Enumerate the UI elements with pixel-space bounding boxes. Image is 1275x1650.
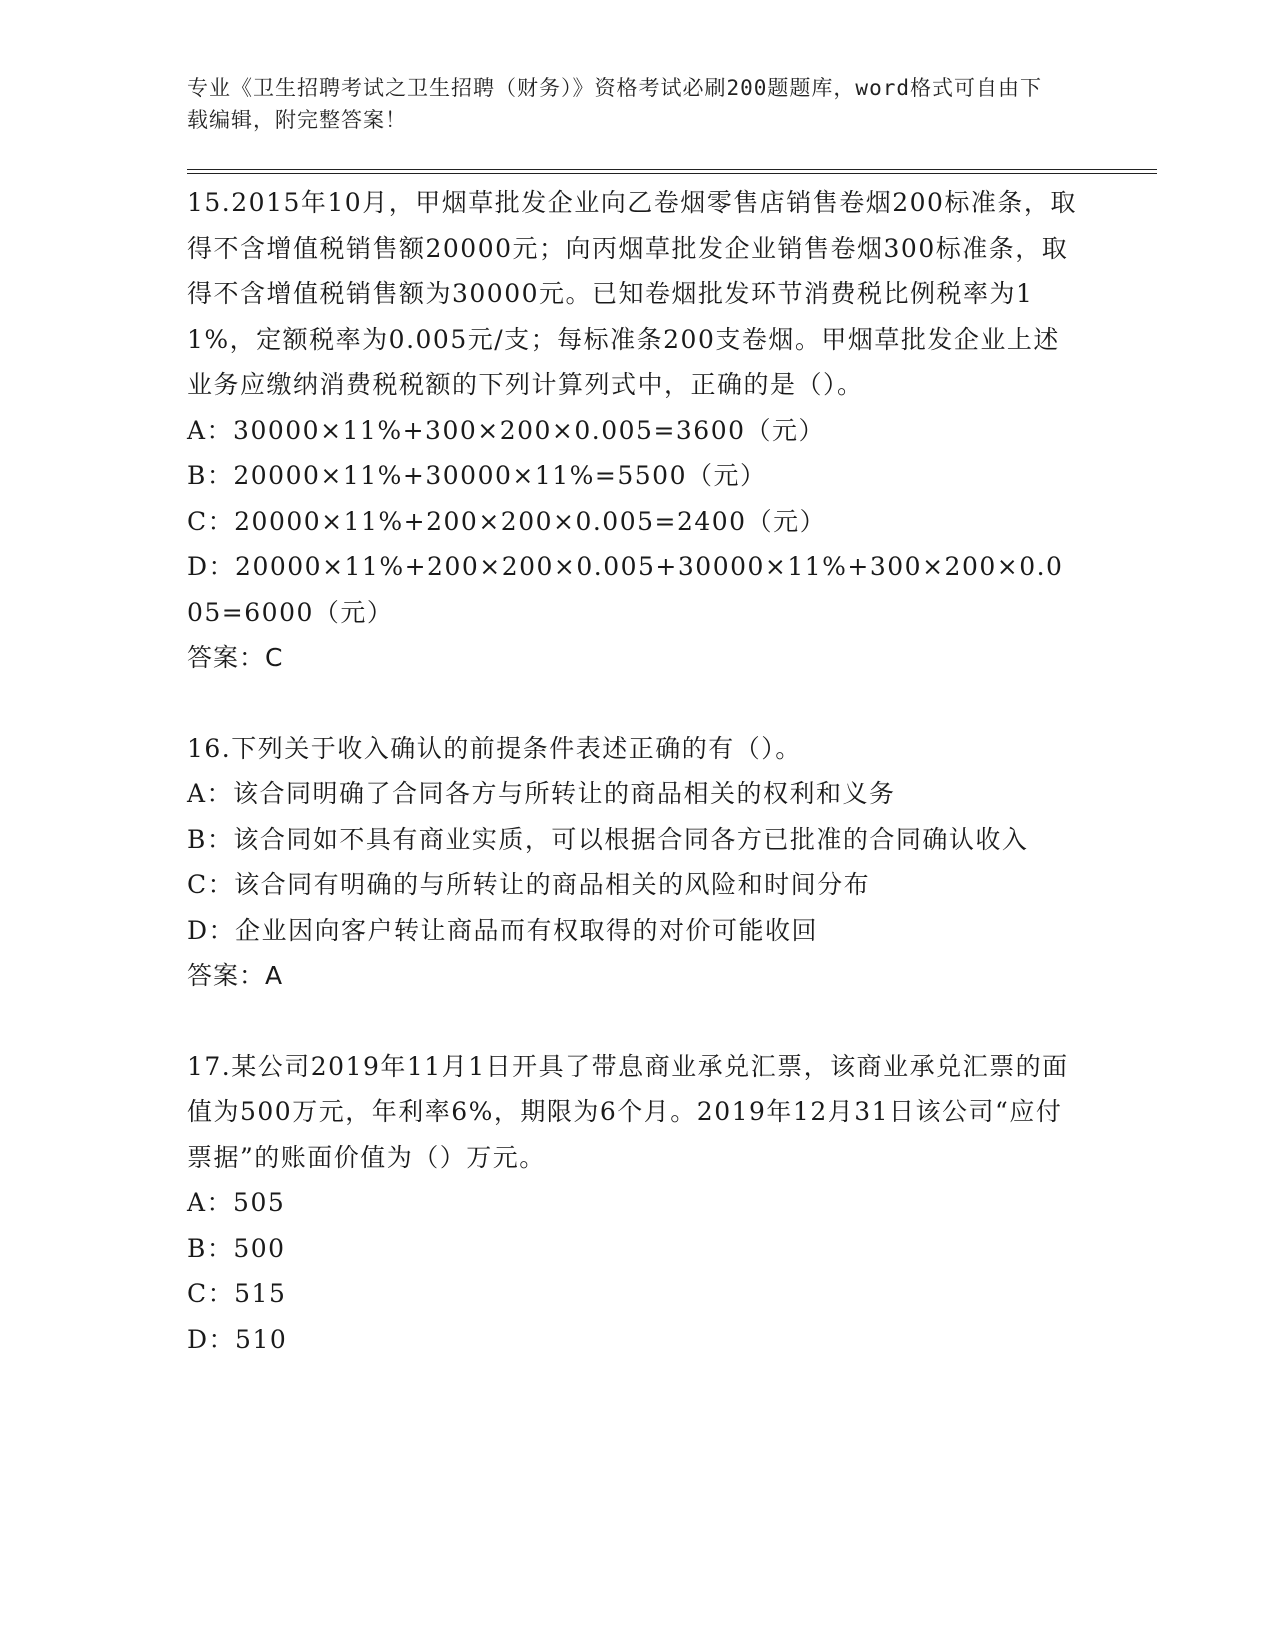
document-header: 专业《卫生招聘考试之卫生招聘（财务）》资格考试必刷200题题库，word格式可自由下载编辑，附完整答案！ [187,76,1042,132]
answer-line: 答案：A [187,961,284,990]
option-b: B：500 [187,1233,286,1263]
option-c: C：该合同有明确的与所转让的商品相关的风险和时间分布 [187,870,871,899]
header-divider [187,169,1157,174]
answer-line: 答案：C [187,643,284,672]
question-gap [187,999,1157,1044]
question-list [187,180,1157,1362]
question-gap [187,681,1157,726]
document-page [187,72,1157,1362]
option-a: A：505 [187,1188,286,1217]
option-a: A：30000×11%+300×200×0.005=3600（元） [187,415,826,445]
option-d: D：企业因向客户转让商品而有权取得的对价可能收回 [187,915,819,945]
question-stem: 17.某公司2019年11月1日开具了带息商业承兑汇票，该商业承兑汇票的面值为500万元，年利率6%，期限为6个月。2019年12月31日该公司“应付票据”的账面价值为（）万元。 [187,1051,1069,1172]
option-b: B：该合同如不具有商业实质，可以根据合同各方已批准的合同确认收入 [187,824,1029,854]
option-c: C：515 [187,1279,287,1308]
option-b: B：20000×11%+30000×11%=5500（元） [187,461,767,490]
question-stem: 16.下列关于收入确认的前提条件表述正确的有（）。 [187,733,802,763]
option-d: D：20000×11%+200×200×0.005+30000×11%+300×200×0.005=6000（元） [187,552,1064,627]
question-15 [187,180,1157,681]
option-a: A：该合同明确了合同各方与所转让的商品相关的权利和义务 [187,779,896,808]
question-17 [187,1044,1157,1363]
question-stem: 15.2015年10月，甲烟草批发企业向乙卷烟零售店销售卷烟200标准条，取得不含增值税销售额20000元；向丙烟草批发企业销售卷烟300标准条，取得不含增值税销售额为30000元。已知卷烟批发环节消费税比例税率为11%，定额税率为0.005元/支；每标准条200支卷烟。甲烟草批发企业上述业务应缴纳消费税税额的下列计算列式中，正确的是（）。 [187,188,1077,399]
question-16 [187,726,1157,999]
option-d: D：510 [187,1324,288,1354]
option-c: C：20000×11%+200×200×0.005=2400（元） [187,506,827,536]
